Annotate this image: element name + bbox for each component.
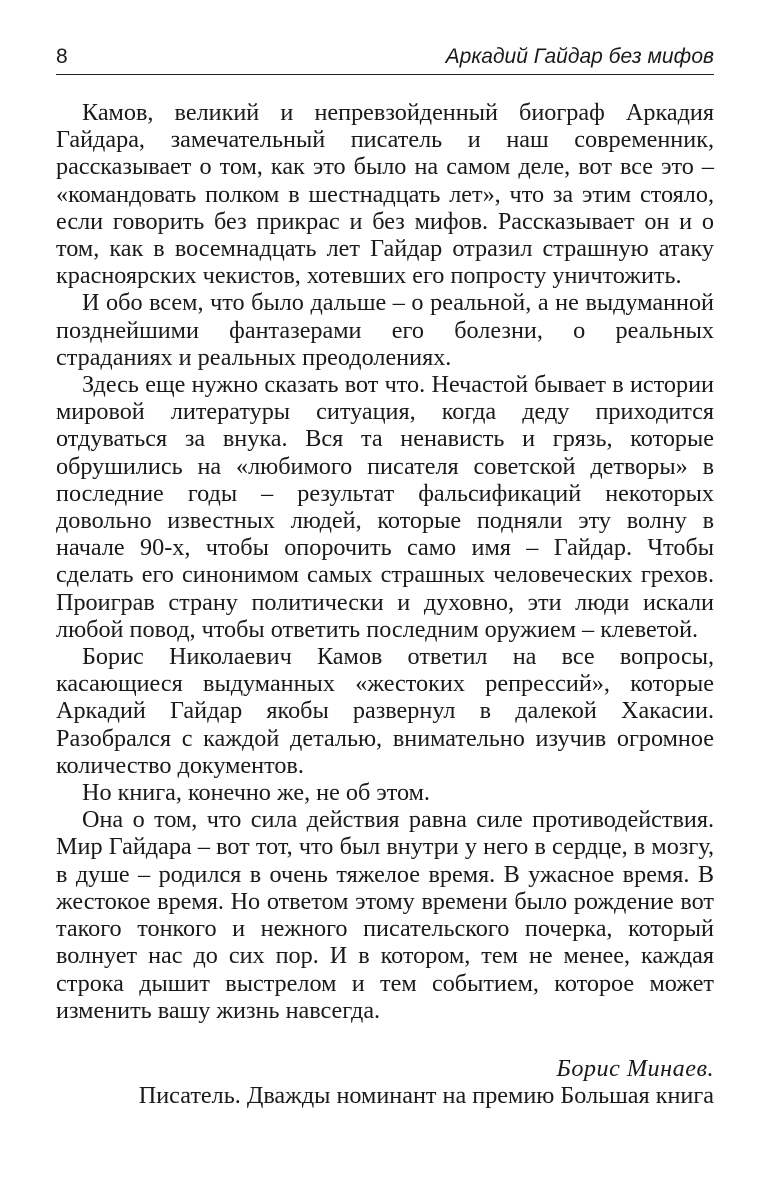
paragraph: Камов, великий и непревзойденный биограф Аркадия Гайдара, замечательный писатель и наш современник, рассказывает о том, как это было на самом деле, вот все это – «командовать полком в шестнадцать лет», что за этим стояло, если говорить без прикрас и без мифов. Рассказывает он и о том, как в восемнадцать лет Гайдар отразил страшную атаку красноярских чекистов, хотевших его попросту уничтожить. — [56, 99, 714, 290]
running-title: Аркадий Гайдар без мифов — [445, 45, 714, 68]
book-page — [56, 44, 714, 1109]
signature-block — [56, 1055, 714, 1109]
paragraph: И обо всем, что было дальше – о реальной, а не выдуманной позднейшими фантазерами его болезни, о реальных страданиях и реальных преодолениях. — [56, 289, 714, 371]
paragraph: Но книга, конечно же, не об этом. — [82, 779, 430, 807]
signature-role: Писатель. Дважды номинант на премию Большая книга — [138, 1082, 714, 1110]
page-number: 8 — [56, 45, 68, 68]
paragraph: Борис Николаевич Камов ответил на все вопросы, касающиеся выдуманных «жестоких репрессий», которые Аркадий Гайдар якобы развернул в далекой Хакасии. Разобрался с каждой деталью, внимательно изучив огромное количество документов. — [56, 643, 714, 779]
running-head — [56, 44, 714, 75]
paragraph: Она о том, что сила действия равна силе противодействия. Мир Гайдара – вот тот, что был внутри у него в сердце, в мозгу, в душе – родился в очень тяжелое время. В ужасное время. В жестокое время. Но ответом этому времени было рождение вот такого тонкого и нежного писательского почерка, который волнует нас до сих пор. И в котором, тем не менее, каждая строка дышит выстрелом и тем событием, которое может изменить вашу жизнь навсегда. — [56, 806, 714, 1024]
signature-author: Борис Минаев. — [556, 1054, 714, 1082]
paragraph: Здесь еще нужно сказать вот что. Нечастой бывает в истории мировой литературы ситуация, когда деду приходится отдуваться за внука. Вся та ненависть и грязь, которые обрушились на «любимого писателя советской детворы» в последние годы – результат фальсификаций некоторых довольно известных людей, которые подняли эту волну в начале 90-х, чтобы опорочить само имя – Гайдар. Чтобы сделать его синонимом самых страшных человеческих грехов. Проиграв страну политически и духовно, эти люди искали любой повод, чтобы ответить последним оружием – клеветой. — [56, 371, 714, 643]
body-text — [56, 99, 714, 1024]
